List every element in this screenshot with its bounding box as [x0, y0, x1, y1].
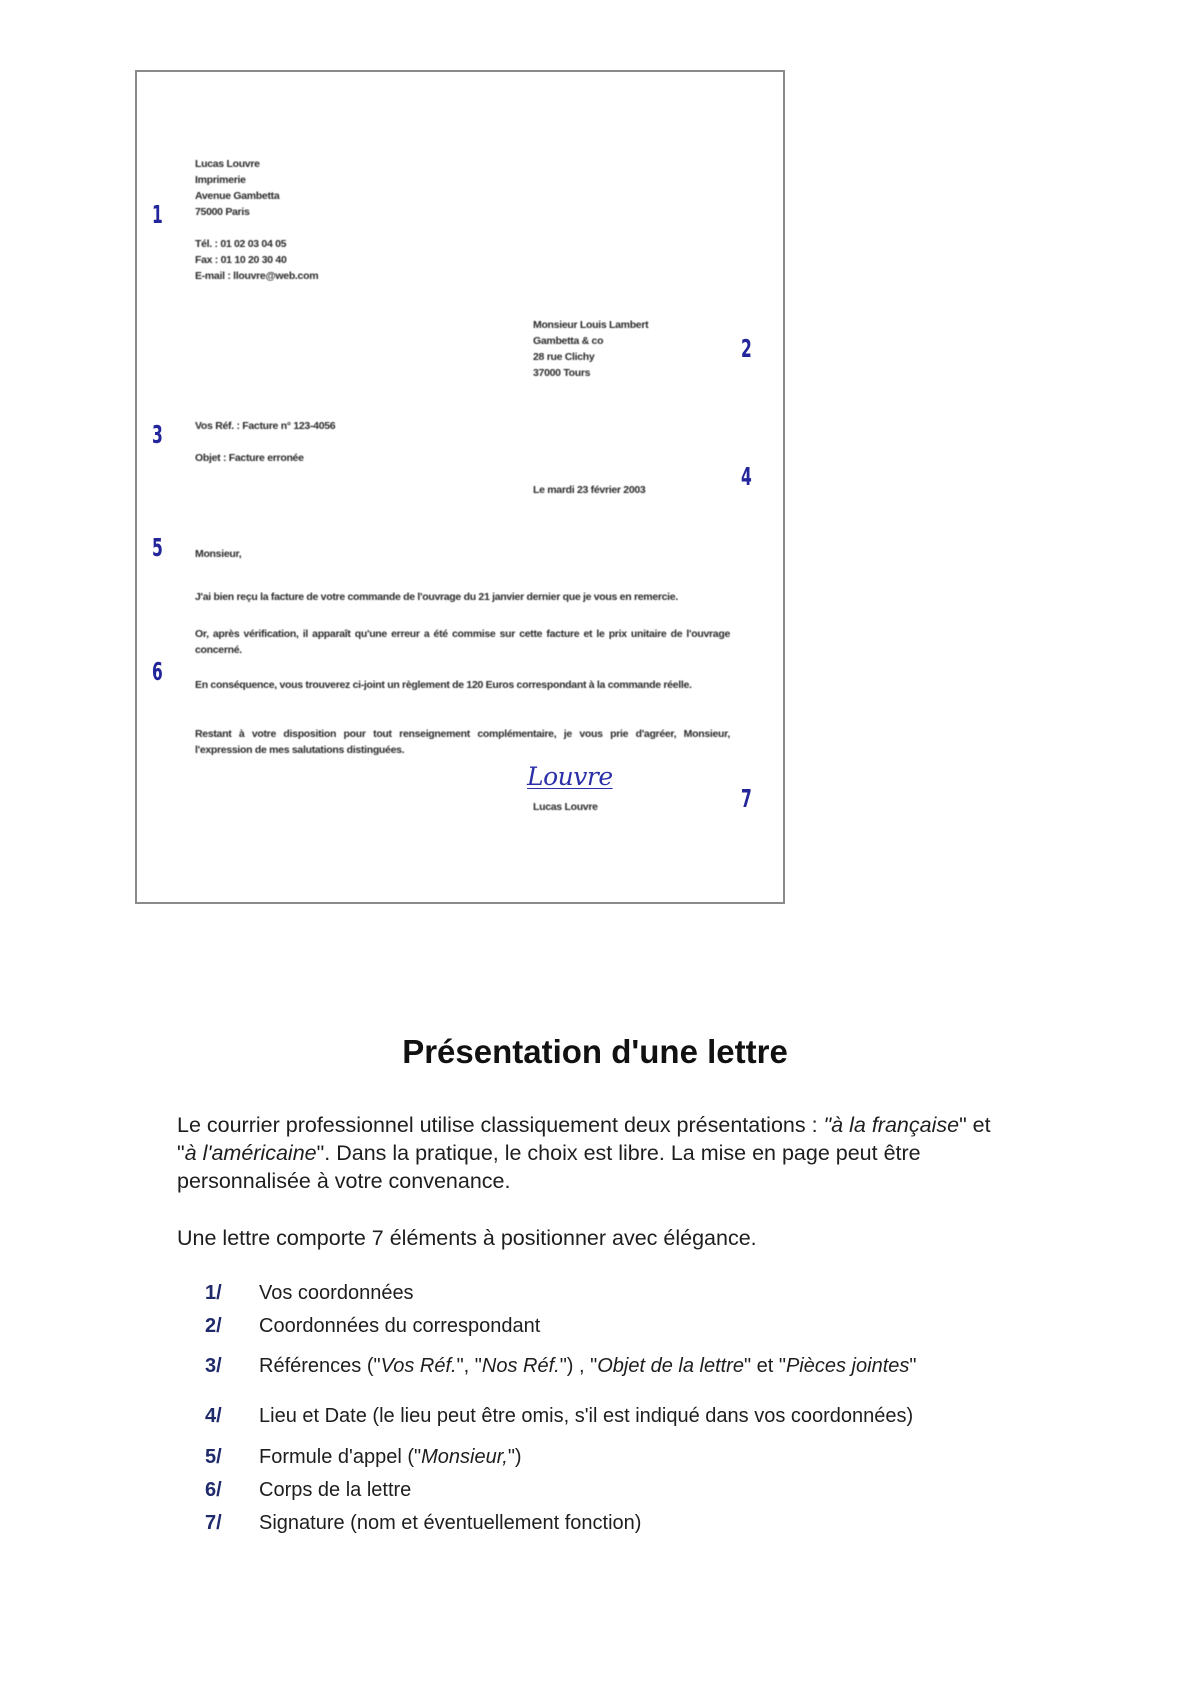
list-text: Signature (nom et éventuellement fonction)	[259, 1512, 642, 1534]
list-text-emphasis: Nos Réf.	[481, 1355, 560, 1377]
list-number: 2/	[205, 1315, 222, 1337]
recipient-line: 37000 Tours	[533, 367, 591, 379]
sender-line: Avenue Gambetta	[195, 190, 280, 202]
list-text: Coordonnées du correspondant	[259, 1315, 541, 1337]
list-number: 6/	[205, 1479, 222, 1501]
list-text-part: " et "	[743, 1355, 786, 1377]
intro-summary: Une lettre comporte 7 éléments à positionner avec élégance.	[177, 1226, 757, 1250]
list-number: 4/	[205, 1405, 222, 1427]
sender-contact-block	[195, 236, 318, 284]
body-paragraph: Restant à votre disposition pour tout renseignement complémentaire, je vous prie d'agréer, Monsieur, l'expression de mes salutations distinguées.	[195, 728, 730, 756]
list-number: 1/	[205, 1282, 222, 1304]
marker-5: 5	[152, 533, 163, 562]
subject-line: Objet : Facture erronée	[195, 452, 304, 464]
intro-emphasis: "à la française	[823, 1113, 960, 1137]
sender-contact-line: Fax : 01 10 20 30 40	[195, 254, 287, 266]
sender-contact-line: Tél. : 01 02 03 04 05	[195, 238, 287, 250]
recipient-line: Gambetta & co	[533, 335, 604, 347]
list-number: 3/	[205, 1355, 222, 1377]
sender-line: Lucas Louvre	[195, 158, 260, 170]
list-text-emphasis: Monsieur,	[421, 1446, 508, 1468]
body-paragraph: En conséquence, vous trouverez ci-joint un règlement de 120 Euros correspondant à la commande réelle.	[195, 679, 692, 691]
list-number: 5/	[205, 1446, 222, 1468]
recipient-block	[533, 317, 648, 381]
list-text: Lieu et Date (le lieu peut être omis, s'il est indiqué dans vos coordonnées)	[259, 1405, 914, 1427]
page-title: Présentation d'une lettre	[402, 1033, 788, 1070]
list-text: Vos coordonnées	[259, 1282, 414, 1304]
list-text-part: Formule d'appel ("	[259, 1446, 422, 1468]
list-text-emphasis: Pièces jointes	[785, 1355, 910, 1377]
list-text-part: Références ("	[259, 1355, 381, 1377]
list-text	[259, 1446, 522, 1469]
list-text-part: ") , "	[559, 1355, 598, 1377]
list-text	[259, 1355, 916, 1378]
list-text: Corps de la lettre	[259, 1479, 412, 1501]
signature-script: Louvre	[527, 762, 613, 791]
intro-emphasis: à l'américaine	[184, 1141, 317, 1165]
sender-block	[195, 156, 279, 220]
list-text-part: "	[909, 1355, 917, 1377]
marker-3: 3	[152, 420, 163, 449]
letter-sample-figure	[135, 70, 785, 904]
sender-line: Imprimerie	[195, 174, 246, 186]
marker-4: 4	[741, 462, 752, 491]
list-text-emphasis: Objet de la lettre	[597, 1355, 744, 1377]
marker-6: 6	[152, 657, 163, 686]
signature-name: Lucas Louvre	[533, 801, 598, 813]
recipient-line: Monsieur Louis Lambert	[533, 319, 649, 331]
body-paragraph: Or, après vérification, il apparaît qu'une erreur a été commise sur cette facture et le prix unitaire de l'ouvrage concerné.	[195, 628, 730, 656]
marker-7: 7	[741, 784, 752, 813]
intro-text: Le courrier professionnel utilise classiquement deux présentations :	[177, 1113, 824, 1137]
list-text-emphasis: Vos Réf.	[380, 1355, 457, 1377]
references-line: Vos Réf. : Facture n° 123-4056	[195, 420, 336, 432]
recipient-line: 28 rue Clichy	[533, 351, 595, 363]
body-paragraph: J'ai bien reçu la facture de votre commande de l'ouvrage du 21 janvier dernier que je vous en remercie.	[195, 591, 678, 603]
sender-line: 75000 Paris	[195, 206, 250, 218]
marker-2: 2	[741, 334, 752, 363]
list-number: 7/	[205, 1512, 222, 1534]
date-line: Le mardi 23 février 2003	[533, 484, 646, 496]
salutation-line: Monsieur,	[195, 548, 242, 560]
intro-paragraph	[177, 1111, 1007, 1195]
sender-contact-line: E-mail : llouvre@web.com	[195, 270, 319, 282]
list-text-part: ", "	[456, 1355, 482, 1377]
list-text-part: ")	[507, 1446, 522, 1468]
intro-text: ". Dans la pratique, le choix est libre. La mise en page peut être personnalisée à votre convenance.	[177, 1141, 921, 1193]
intro-text: " et "	[177, 1113, 991, 1165]
marker-1: 1	[152, 200, 163, 229]
